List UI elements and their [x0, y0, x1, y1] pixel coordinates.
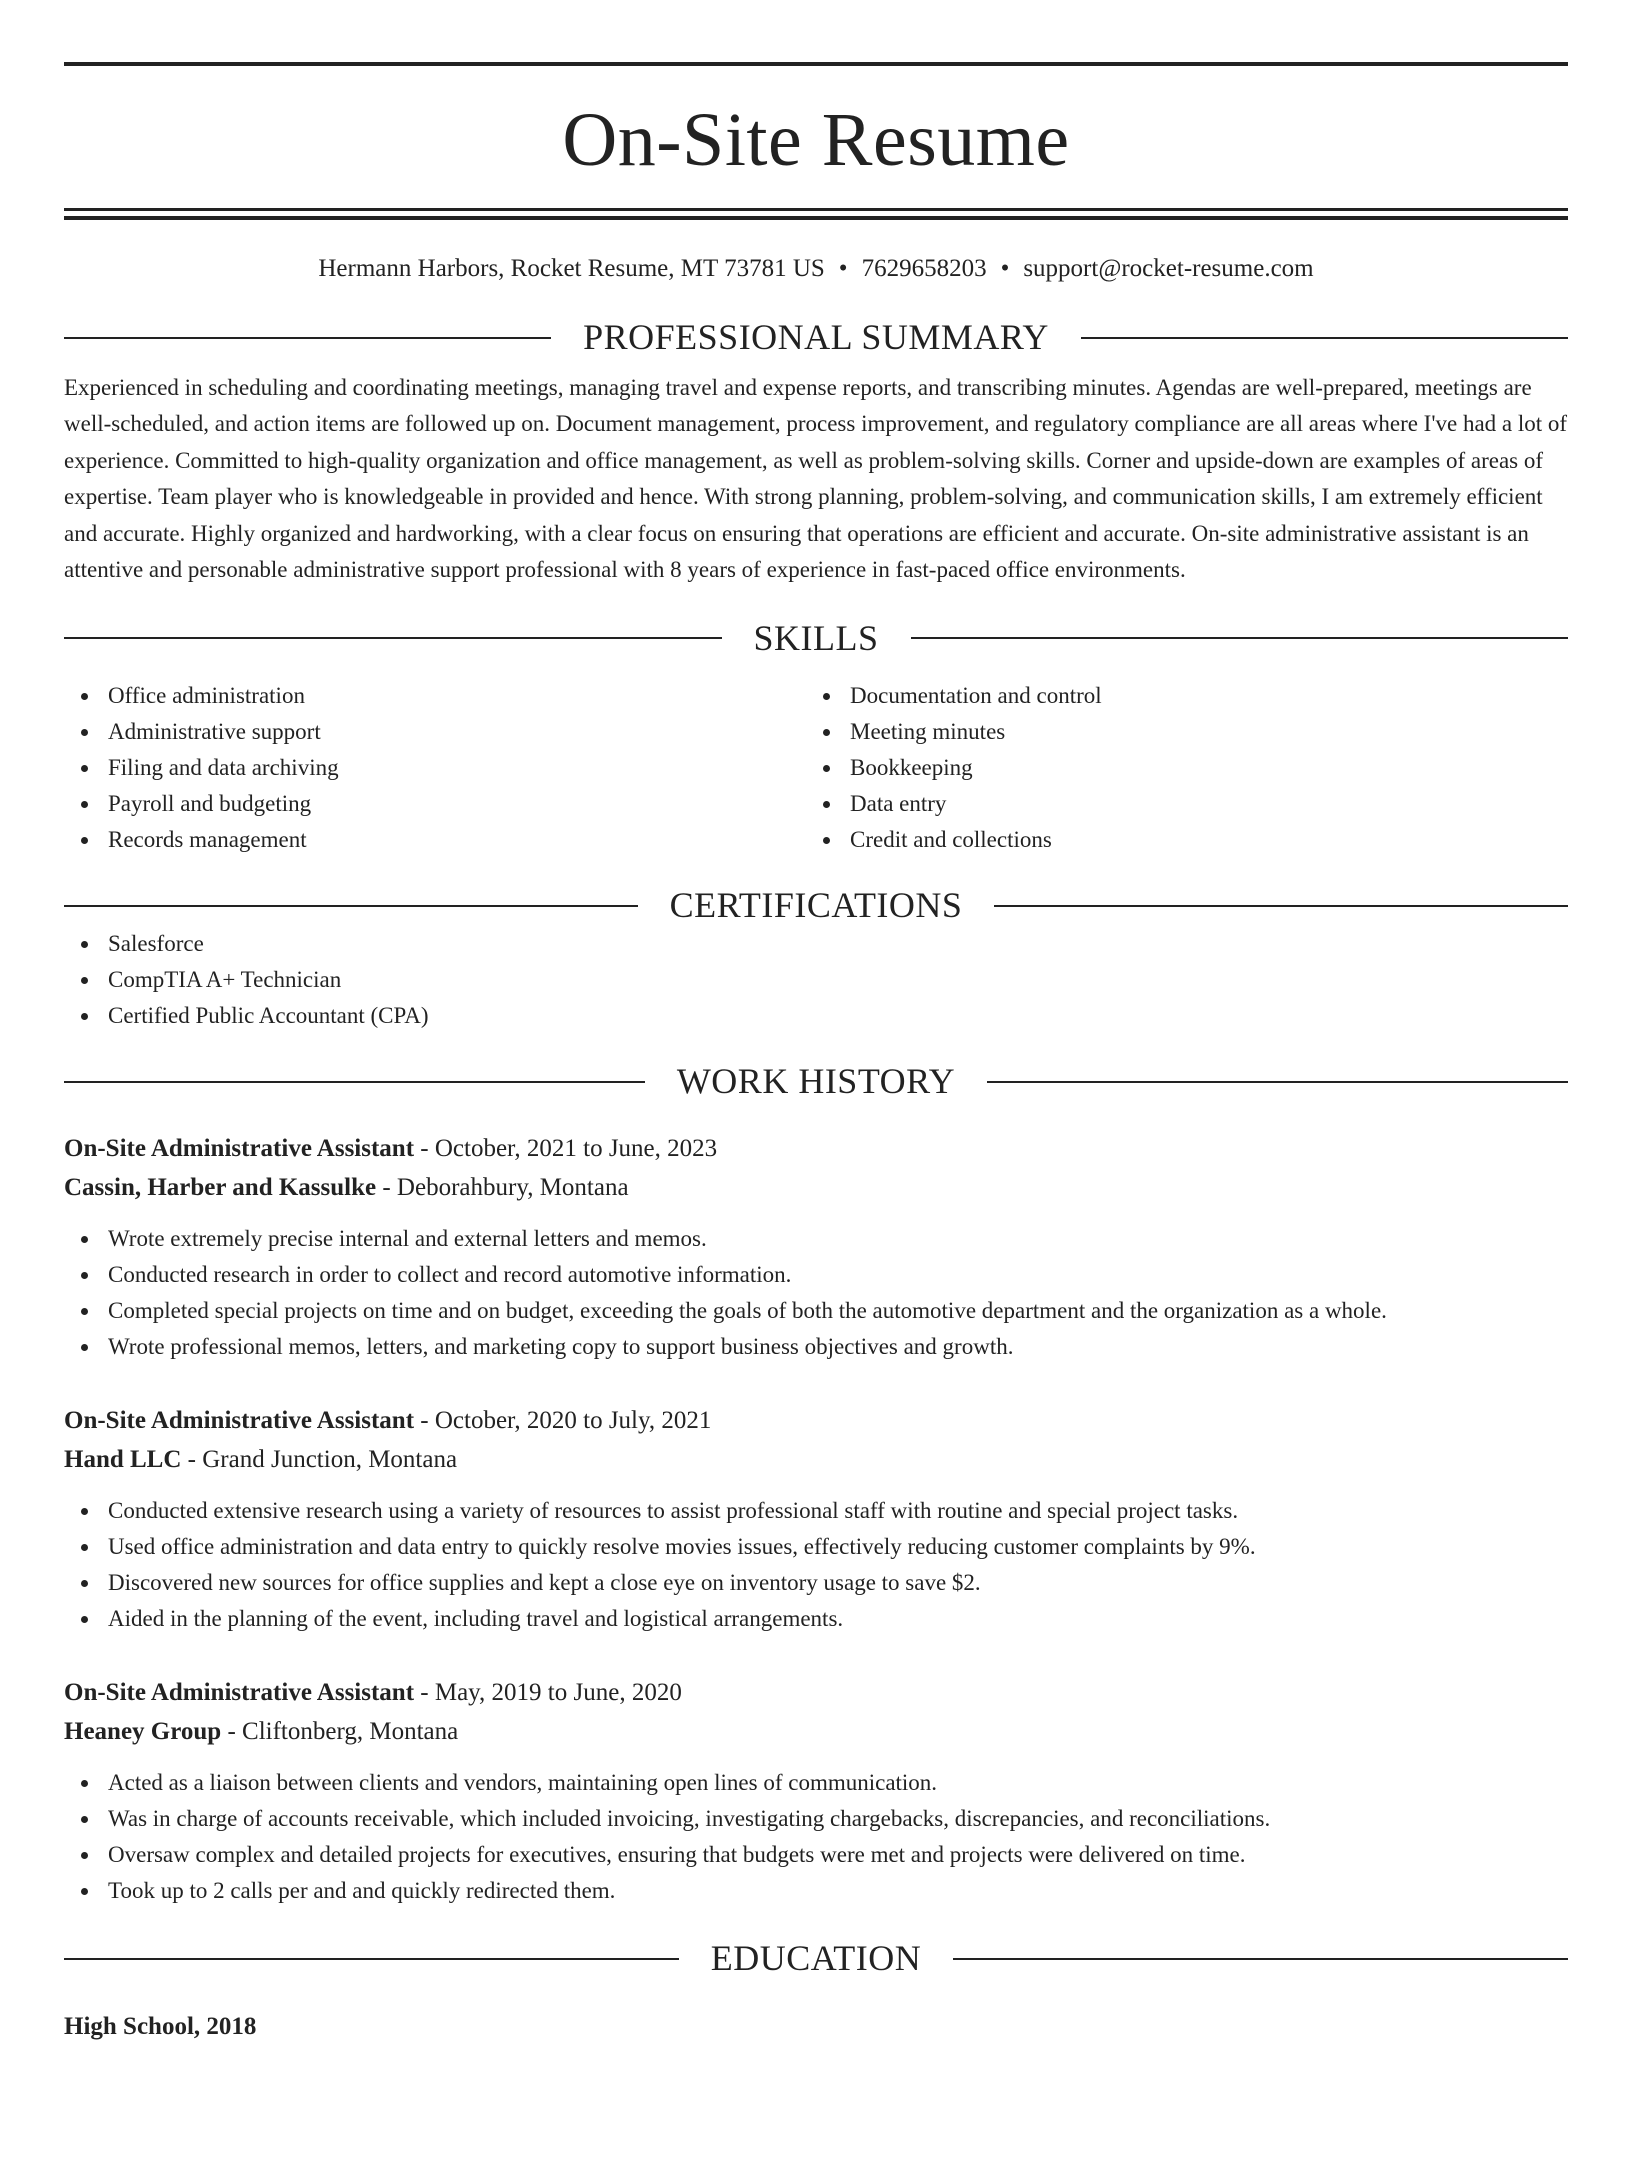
- contact-separator: •: [838, 255, 848, 282]
- education-heading: [64, 1939, 1568, 1979]
- job-title-line: [64, 1129, 1568, 1168]
- job-title: On-Site Administrative Assistant: [64, 1135, 415, 1163]
- skill-item: Filing and data archiving: [64, 750, 806, 786]
- heading-rule-left: [64, 337, 551, 339]
- skill-item: Payroll and budgeting: [64, 786, 806, 822]
- top-rule: [64, 62, 1568, 66]
- job-bullet: Discovered new sources for office supplies and kept a close eye on inventory usage to save $2.: [64, 1565, 1568, 1601]
- certification-item: Certified Public Accountant (CPA): [64, 998, 1568, 1034]
- job-bullets: [64, 1221, 1568, 1365]
- contact-phone: 7629658203: [861, 255, 987, 282]
- job-dates: - May, 2019 to June, 2020: [414, 1679, 682, 1707]
- title-double-rule: [64, 208, 1568, 220]
- certifications-heading-label: CERTIFICATIONS: [669, 885, 963, 926]
- job-company-line: [64, 1168, 1568, 1207]
- skill-item: Documentation and control: [806, 678, 1548, 714]
- summary-text: Experienced in scheduling and coordinating meetings, managing travel and expense reports, and transcribing minutes. Agendas are well-prepared, meetings are well-scheduled, and action items are followed up on. Document management, process improvement, and regulatory compliance are all areas where I've had a lot of experience. Committed to high-quality organization and office management, as well as problem-solving skills. Corner and upside-down are examples of areas of expertise. Team player who is knowledgeable in provided and hence. With strong planning, problem-solving, and communication skills, I am extremely efficient and accurate. Highly organized and hardworking, with a clear focus on ensuring that operations are efficient and accurate. On-site administrative assistant is an attentive and personable administrative support professional with 8 years of experience in fast-paced office environments.: [64, 374, 1568, 583]
- skill-item: Bookkeeping: [806, 750, 1548, 786]
- page-title: On-Site Resume: [562, 98, 1070, 182]
- job-location: - Cliftonberg, Montana: [221, 1718, 459, 1746]
- job-bullet: Conducted research in order to collect and record automotive information.: [64, 1257, 1568, 1293]
- job-company: Heaney Group: [64, 1718, 222, 1746]
- contact-address: Hermann Harbors, Rocket Resume, MT 73781 US: [318, 255, 825, 282]
- contact-separator: •: [1000, 255, 1010, 282]
- job-company: Cassin, Harber and Kassulke: [64, 1174, 377, 1202]
- skill-item: Meeting minutes: [806, 714, 1548, 750]
- resume-page: [0, 62, 1632, 2174]
- job-bullet: Took up to 2 calls per and and quickly redirected them.: [64, 1873, 1568, 1909]
- job-company-line: [64, 1440, 1568, 1479]
- job-dates: - October, 2021 to June, 2023: [414, 1135, 718, 1163]
- certifications-list: [64, 926, 1568, 1034]
- job-entry: [64, 1129, 1568, 1365]
- job-bullet: Oversaw complex and detailed projects for executives, ensuring that budgets were met and projects were delivered on time.: [64, 1837, 1568, 1873]
- certification-item: Salesforce: [64, 926, 1568, 962]
- job-title: On-Site Administrative Assistant: [64, 1407, 415, 1435]
- heading-rule-left: [64, 905, 638, 907]
- job-bullet: Completed special projects on time and on budget, exceeding the goals of both the automotive department and the organization as a whole.: [64, 1293, 1568, 1329]
- education-heading-label: EDUCATION: [710, 1938, 922, 1979]
- skill-item: Credit and collections: [806, 822, 1548, 858]
- skill-item: Office administration: [64, 678, 806, 714]
- certifications-heading: [64, 886, 1568, 926]
- job-company-line: [64, 1712, 1568, 1751]
- work-history-heading: [64, 1062, 1568, 1102]
- skill-item: Data entry: [806, 786, 1548, 822]
- skills-list: [64, 678, 1568, 858]
- skills-column-left: [64, 678, 806, 858]
- heading-rule-left: [64, 1081, 645, 1083]
- certification-item: CompTIA A+ Technician: [64, 962, 1568, 998]
- contact-email: support@rocket-resume.com: [1023, 255, 1314, 282]
- job-bullet: Aided in the planning of the event, including travel and logistical arrangements.: [64, 1601, 1568, 1637]
- skill-item: Records management: [64, 822, 806, 858]
- heading-rule-left: [64, 637, 722, 639]
- job-bullet: Used office administration and data entry to quickly resolve movies issues, effectively reducing customer complaints by 9%.: [64, 1529, 1568, 1565]
- job-title: On-Site Administrative Assistant: [64, 1679, 415, 1707]
- job-dates: - October, 2020 to July, 2021: [414, 1407, 712, 1435]
- job-entry: [64, 1673, 1568, 1909]
- job-bullet: Conducted extensive research using a variety of resources to assist professional staff with routine and special project tasks.: [64, 1493, 1568, 1529]
- job-bullets: [64, 1493, 1568, 1637]
- job-company: Hand LLC: [64, 1446, 182, 1474]
- skill-item: Administrative support: [64, 714, 806, 750]
- job-bullet: Acted as a liaison between clients and vendors, maintaining open lines of communication.: [64, 1765, 1568, 1801]
- skills-heading: [64, 619, 1568, 659]
- heading-rule-right: [994, 905, 1568, 907]
- heading-rule-right: [953, 1958, 1568, 1960]
- job-title-line: [64, 1401, 1568, 1440]
- job-bullet: Wrote professional memos, letters, and marketing copy to support business objectives and growth.: [64, 1329, 1568, 1365]
- heading-rule-right: [987, 1081, 1568, 1083]
- job-bullets: [64, 1765, 1568, 1909]
- heading-rule-right: [911, 637, 1569, 639]
- work-history-heading-label: WORK HISTORY: [676, 1060, 956, 1101]
- heading-rule-right: [1081, 337, 1568, 339]
- heading-rule-left: [64, 1958, 679, 1960]
- job-title-line: [64, 1673, 1568, 1712]
- job-bullet: Wrote extremely precise internal and external letters and memos.: [64, 1221, 1568, 1257]
- education-entry: High School, 2018: [64, 2012, 257, 2040]
- job-location: - Grand Junction, Montana: [181, 1446, 458, 1474]
- summary-heading-label: PROFESSIONAL SUMMARY: [583, 317, 1049, 357]
- skills-column-right: [806, 678, 1548, 858]
- job-bullet: Was in charge of accounts receivable, which included invoicing, investigating chargebacks, discrepancies, and reconciliations.: [64, 1801, 1568, 1837]
- job-entry: [64, 1401, 1568, 1637]
- skills-heading-label: SKILLS: [753, 617, 879, 658]
- job-location: - Deborahbury, Montana: [376, 1174, 629, 1202]
- summary-heading: [64, 318, 1568, 358]
- contact-line: [64, 254, 1568, 284]
